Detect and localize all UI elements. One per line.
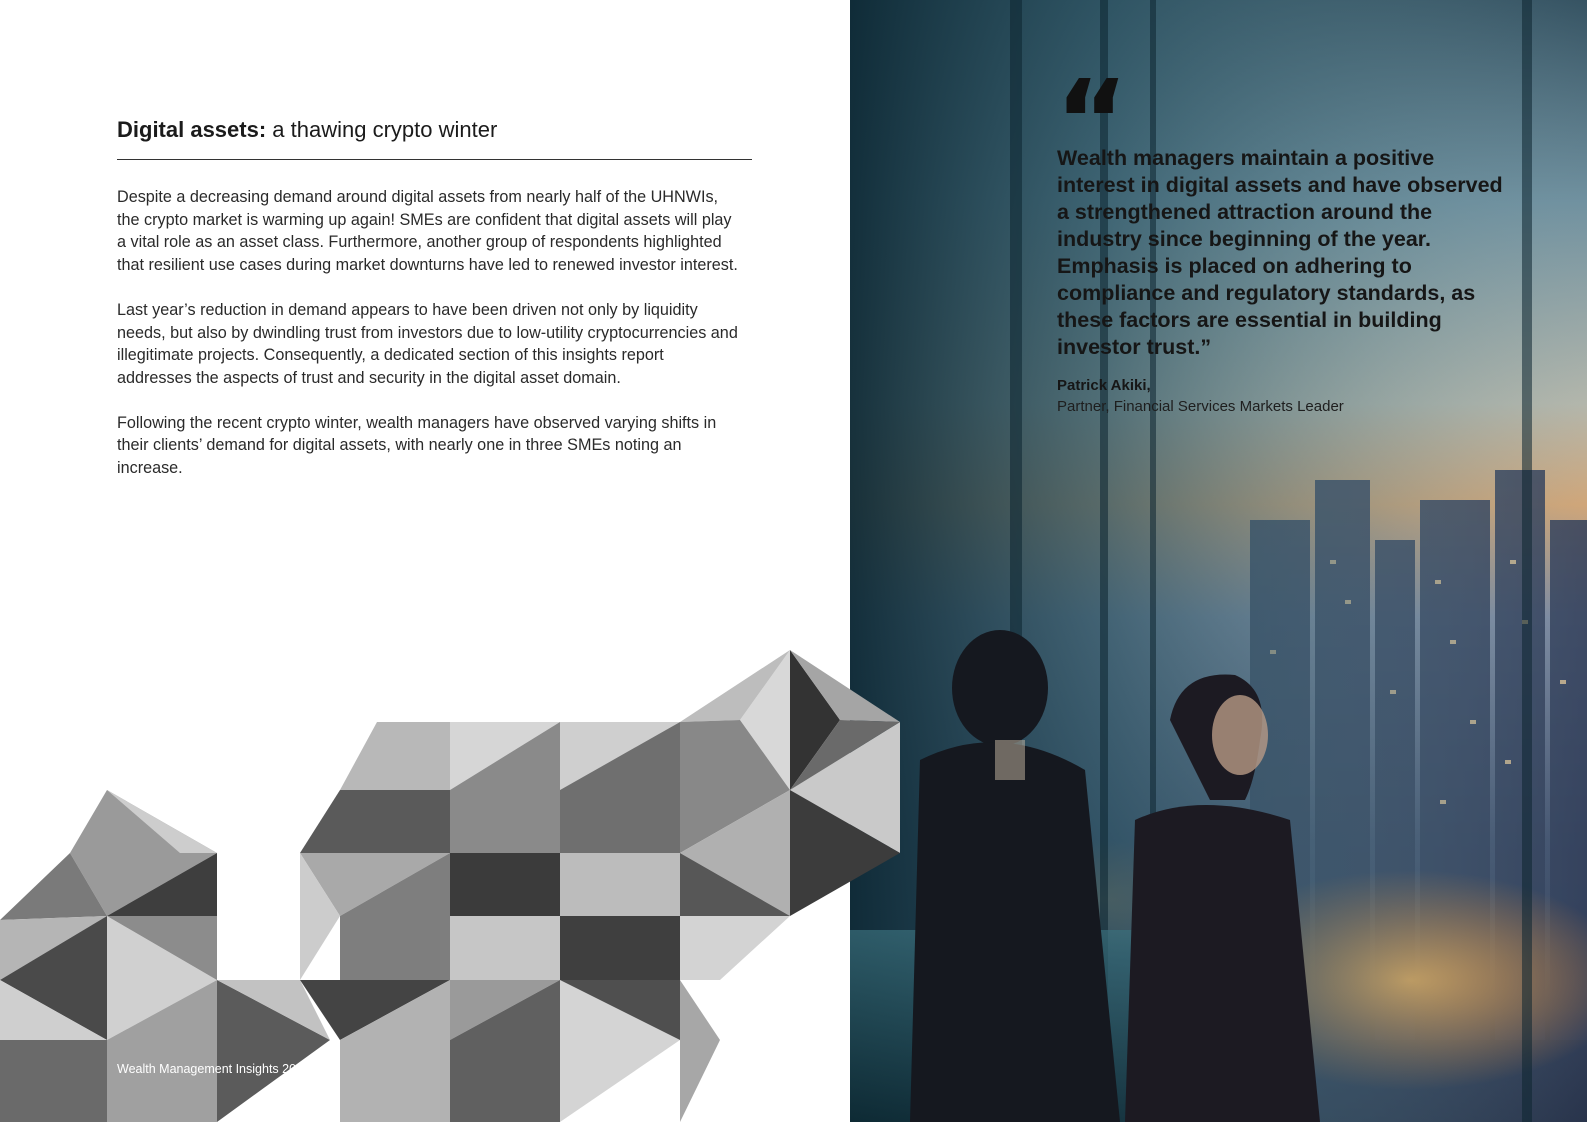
quote-mark-icon: “ xyxy=(1055,57,1129,187)
footer-separator xyxy=(318,1062,319,1075)
quote-author-role: Partner, Financial Services Markets Leader xyxy=(1057,398,1344,415)
page-footer xyxy=(117,1062,334,1076)
paragraph-2: Last year’s reduction in demand appears to have been driven not only by liquidity needs, but also by dwindling trust from investors due to low-utility cryptocurrencies and illegitimate projects. Consequently, a dedicated section of this insights report addresses the aspects of trust and security in the digital asset domain. xyxy=(117,300,738,387)
pull-quote: Wealth managers maintain a positive interest in digital assets and have observed a strengthened attraction around the industry since beginning of the year. Emphasis is placed on adhering to compliance and regulatory standards, as these factors are essential in building investor trust.” xyxy=(1057,146,1503,359)
paragraph-1: Despite a decreasing demand around digital assets from nearly half of the UHNWIs, the crypto market is warming up again! SMEs are confident that digital assets will play a vital role as an asset class. Furthermore, another group of respondents highlighted that resilient use cases during market downturns have led to renewed investor interest. xyxy=(117,188,738,275)
paragraph-3: Following the recent crypto winter, wealth managers have observed varying shifts in their clients’ demand for digital assets, with nearly one in three SMEs noting an increase. xyxy=(117,413,717,478)
page-number: 5 xyxy=(326,1062,334,1076)
quote-author: Patrick Akiki, xyxy=(1057,377,1151,394)
publication-title: Wealth Management Insights 2023 xyxy=(117,1062,310,1076)
heading-bold: Digital assets: xyxy=(117,117,267,142)
heading-subtitle: a thawing crypto winter xyxy=(266,117,498,142)
hexagon-pattern xyxy=(0,650,900,1122)
